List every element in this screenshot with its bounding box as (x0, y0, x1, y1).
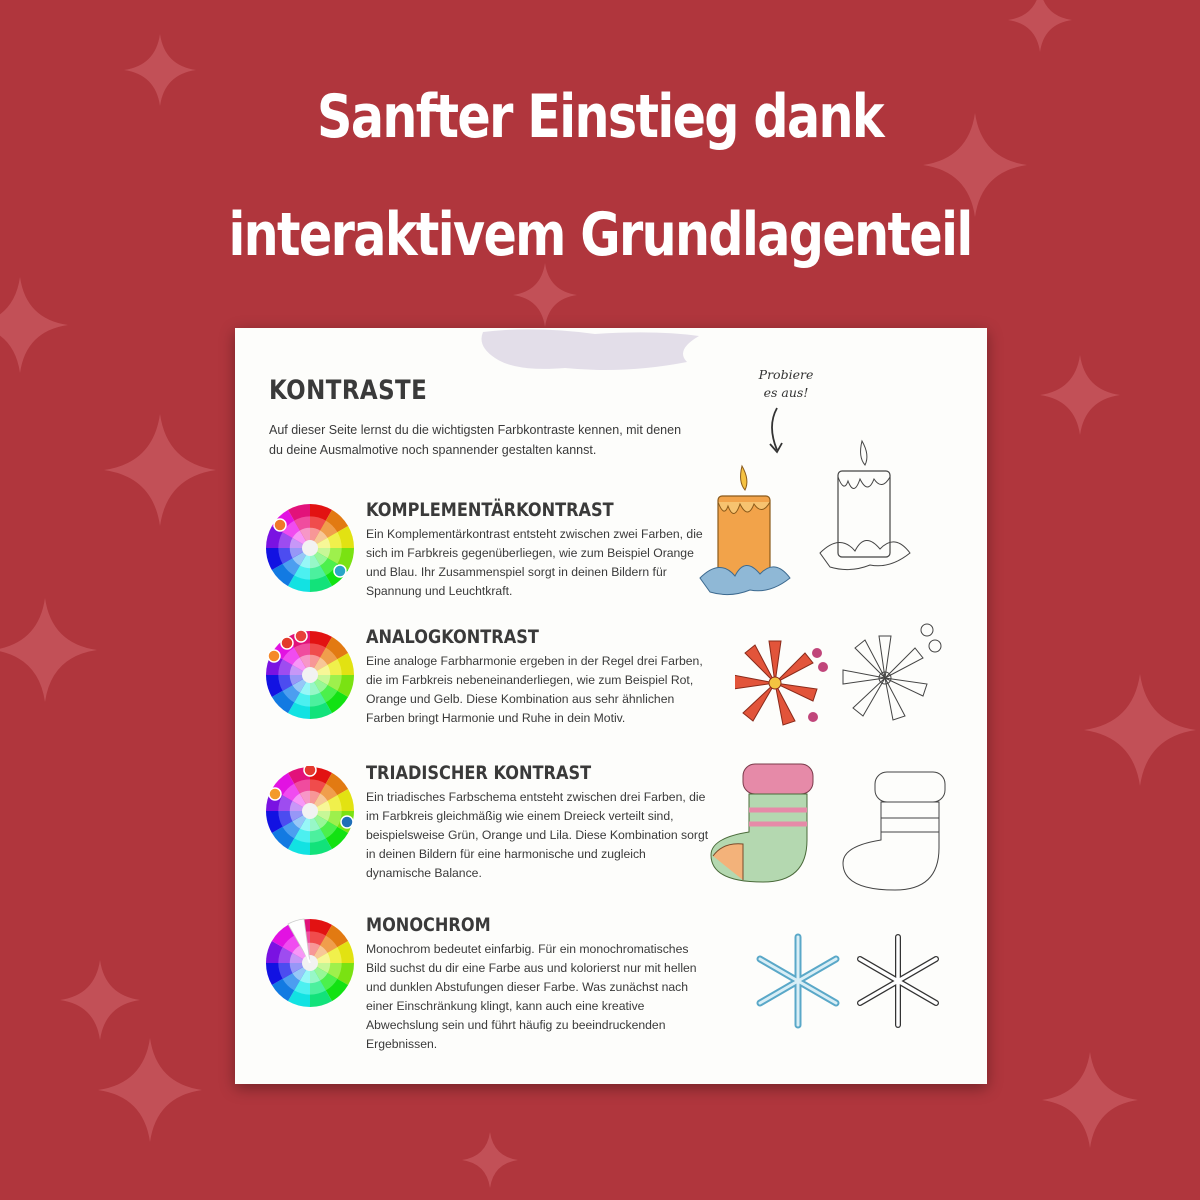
stocking-outline-illustration (835, 768, 950, 898)
color-wheel-analogous-icon (265, 630, 355, 720)
stocking-colored-illustration (703, 760, 818, 890)
section-title: TRIADISCHER KONTRAST (366, 762, 592, 784)
section-title: KOMPLEMENTÄRKONTRAST (366, 499, 614, 521)
poinsettia-colored-illustration (735, 623, 830, 743)
headline (0, 58, 1200, 294)
headline-line-1: Sanfter Einstieg dank (317, 82, 883, 152)
snowflake-outline-illustration (850, 933, 946, 1029)
try-it-hint (741, 366, 831, 402)
hint-line-1: Probiere (758, 367, 814, 382)
hint-arrow-icon (765, 406, 795, 458)
paint-smudge (475, 328, 705, 374)
color-wheel-complementary-icon (265, 503, 355, 593)
section-text: Ein triadisches Farbschema entsteht zwischen drei Farben, die im Farbkreis gleichmäßig wie einem Dreieck verteilt sind, beispielsweise Grün, Orange und Lila. Diese Kombination sorgt in deinen Bildern für eine harmonische und zugleich dynamische Balance. (366, 790, 709, 880)
hint-line-2: es aus! (763, 385, 809, 400)
section-title: ANALOGKONTRAST (366, 626, 539, 648)
color-wheel-triadic-icon (265, 766, 355, 856)
page-title: KONTRASTE (269, 375, 428, 406)
poinsettia-outline-illustration (835, 608, 945, 738)
candle-colored-illustration (690, 458, 800, 608)
section-title: MONOCHROM (366, 914, 491, 936)
page-intro: Auf dieser Seite lernst du die wichtigsten Farbkontraste kennen, mit denen du deine Ausmalmotive noch spannender gestalten kannst. (269, 423, 682, 457)
section-text: Monochrom bedeutet einfarbig. Für ein monochromatisches Bild suchst du dir eine Farbe aus und kolorierst nur mit hellen und dunklen Abstufungen dieser Farbe. Was zunächst nach einer Einschränkung klingt, kann auch eine kreative Abwechslung sein und führt häufig zu beeindruckenden Ergebnissen. (366, 942, 697, 1051)
candle-outline-illustration (810, 433, 920, 583)
color-wheel-monochrome-icon (265, 918, 355, 1008)
snowflake-colored-illustration (750, 933, 846, 1029)
book-page (235, 328, 987, 1084)
headline-line-2: interaktivem Grundlagenteil (228, 200, 972, 270)
section-text: Eine analoge Farbharmonie ergeben in der Regel drei Farben, die im Farbkreis nebeneinanderliegen, wie zum Beispiel Rot, Orange und Gelb. Diese Kombination aus sehr ähnlichen Farben bringt Harmonie und Ruhe in dein Motiv. (366, 654, 703, 725)
section-text: Ein Komplementärkontrast entsteht zwischen zwei Farben, die sich im Farbkreis gegenüberliegen, wie zum Beispiel Orange und Blau. Ihr Zusammenspiel sorgt in deinen Bildern für Spannung und Leuchtkraft. (366, 527, 703, 598)
